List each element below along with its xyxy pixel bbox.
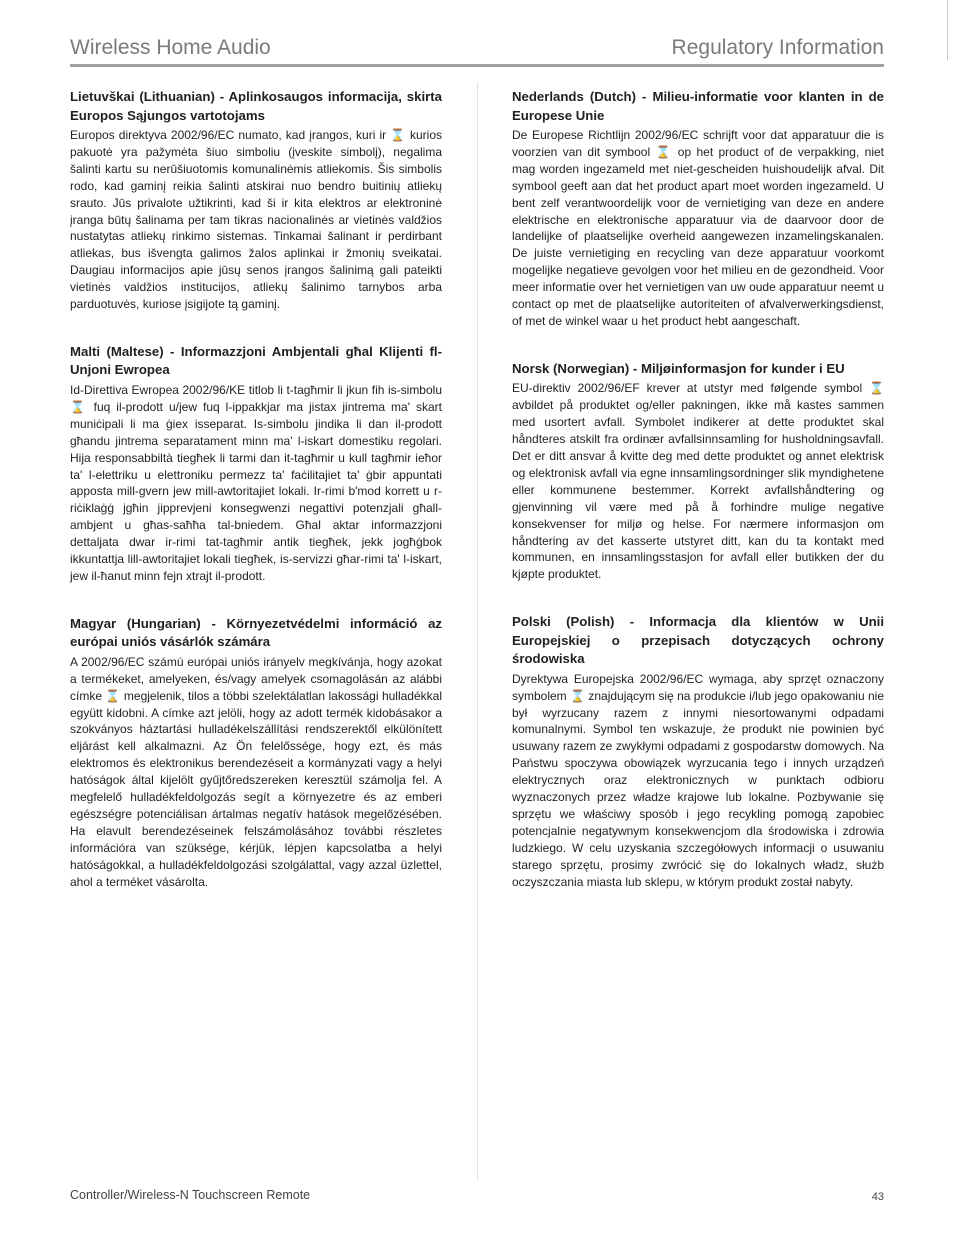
section-body: EU-direktiv 2002/96/EF krever at utstyr med følgende symbol ⌛ avbildet på produktet og/eller pakningen, ikke må kastes sammen med usortert avfall. Symbolet indikerer at dette produktet skal håndteres atskilt fra ordinær avfallsinnsamling for husholdningsavfall. Det er ditt ansvar å kvitte deg med dette produktet og annet elektrisk og elektronisk avfall via egne innsamlingsordninger slik myndighetene eller kommunene bestemmer. Korrekt avfallshåndtering og gjenvinning vil være med på å forhindre mulige negative konsekvenser for miljø og helse. For nærmere informasjon om håndtering av det kasserte utstyret ditt, kan du ta kontakt med kommunen, en innsamlingsstasjon for avfall eller butikken der du kjøpte produktet. <box>512 381 884 582</box>
right-column <box>512 88 884 921</box>
section-lithuanian <box>70 88 442 313</box>
section-title: Magyar (Hungarian) - Környezetvédelmi információ az európai uniós vásárlók számára <box>70 615 442 650</box>
header-section-title: Regulatory Information <box>671 36 884 59</box>
section-body: De Europese Richtlijn 2002/96/EC schrijft voor dat apparatuur die is voorzien van dit symbool ⌛ op het product of de verpakking, niet mag worden ingezameld met niet-gescheiden huishoudelijk afval. Dit symbool geeft aan dat het product apart moet worden ingezameld. U bent zelf verantwoordelijk voor de vernietiging van deze en andere elektrische en elektronische apparatuur via de daarvoor door de landelijke of plaatselijke overheid aangewezen inzamelingskanalen. De juiste vernietiging en recycling van deze apparatuur voorkomt mogelijke negatieve gevolgen voor het milieu en de gezondheid. Voor meer informatie over het vernietigen van uw oude apparatuur neemt u contact op met de plaatselijke autoriteiten of afvalverwerkingsdienst, of met de winkel waar u het product hebt aangeschaft. <box>512 128 884 328</box>
section-maltese <box>70 343 442 585</box>
column-divider <box>477 82 478 1180</box>
section-title: Malti (Maltese) - Informazzjoni Ambjentali għal Klijenti fl-Unjoni Ewropea <box>70 343 442 378</box>
footer-product-name: Controller/Wireless-N Touchscreen Remote <box>70 1188 311 1202</box>
header-product-title: Wireless Home Audio <box>70 36 271 59</box>
page-edge-mark <box>947 0 954 60</box>
page-number: 43 <box>871 1191 884 1203</box>
section-title: Nederlands (Dutch) - Milieu-informatie voor klanten in de Europese Unie <box>512 89 884 123</box>
section-dutch <box>512 88 884 330</box>
header-rule <box>70 64 884 67</box>
section-polish <box>512 613 884 890</box>
left-column <box>70 88 442 921</box>
section-norwegian <box>512 360 884 583</box>
section-body: Dyrektywa Europejska 2002/96/EC wymaga, aby sprzęt oznaczony symbolem ⌛ znajdującym się na produkcie i/lub jego opakowaniu nie był wyrzucany razem z innymi niesortowanymi odpadami komunalnymi. Symbol ten wskazuje, że produkt nie powinien być usuwany razem ze zwykłymi odpadami z gospodarstw domowych. Na Państwu spoczywa obowiązek wyrzucania tego i innych urządzeń elektrycznych oraz elektronicznych w punktach odbioru wyznaczonych przez władze krajowe lub lokalne. Pozbywanie się sprzętu we właściwy sposób i jego recykling pomogą zapobiec potencjalnie negatywnym konsekwencjom dla środowiska i zdrowia ludzkiego. W celu uzyskania szczegółowych informacji o usuwaniu starego sprzętu, prosimy zwrócić się do lokalnych władz, służb oczyszczania miasta lub sklepu, w którym produkt został nabyty. <box>512 671 884 889</box>
section-hungarian <box>70 615 442 891</box>
section-body: Id-Direttiva Ewropea 2002/96/KE titlob li t-tagħmir li jkun fih is-simbolu ⌛ fuq il-prodott u/jew fuq l-ippakkjar ma jistax jintrema ma' skart muniċipali li ma ġiex isseparat. Is-simbolu jindika li dan il-prodott għandu jintrema separatament minn ma' l-iskart domestiku regolari. Hija responsabbiltà tiegħek li tarmi dan it-tagħmir u kull tagħmir ieħor ta' l-elettriku u elettroniku permezz ta' faċilitajiet ta' ġbir appuntati apposta mill-gvern jew mill-awtoritajiet lokali. Ir-rimi b'mod korrett u r-riċiklaġġ jgħin jipprevjeni konsegwenzi negattivi potenzjali għall-ambjent u għas-saħħa tal-bniedem. Għal aktar informazzjoni dettaljata dwar ir-rimi tat-tagħmir antik tiegħek, jekk jogħġbok ikkuntattja lill-awtoritajiet lokali tiegħek, is-servizzi għar-rimi ta' l-iskart, jew il-ħanut minn fejn xtrajt il-prodott. <box>70 382 442 583</box>
section-body: Europos direktyva 2002/96/EC numato, kad įrangos, kuri ir ⌛ kurios pakuotė yra pažymėta šiuo simboliu (įveskite simbolį), negalima šalinti kartu su nerūšiuotomis komunalinėmis atliekomis. Šis simbolis rodo, kad gaminį reikia šalinti atskirai nuo bendro buitinių atliekų srauto. Jūs privalote užtikrinti, kad ši ir kita elektros ar elektroninė įranga būtų šalinama per tam tikras nacionalinės ar vietinės valdžios nustatytas atliekų rinkimo sistemas. Tinkamai šalinant ir perdirbant atliekas, bus išvengta galimos žalos aplinkai ir žmonių sveikatai. Daugiau informacijos apie jūsų senos įrangos šalinimą gali pateikti vietinės valdžios institucijos, atliekų šalinimo tarnybos arba parduotuvės, kuriose įsigijote tą gaminį. <box>70 128 442 312</box>
page-header <box>70 34 884 66</box>
section-body: A 2002/96/EC számú európai uniós irányelv megkívánja, hogy azokat a termékeket, amelyeken, és/vagy amelyek csomagolásán az alábbi címke ⌛ megjelenik, tilos a többi szelektálatlan lakossági hulladékkal együtt kidobni. A címke azt jelöli, hogy az adott termék kidobásakor a szokványos háztartási hulladékelszállítási rendszerektől elkülönített eljárást kell alkalmazni. Az Ön felelőssége, hogy ezt, és más elektromos és elektronikus berendezéseit a kormányzati vagy a helyi hatóságok által kijelölt gyűjtőredszereken keresztül számolja fel. A megfelelő hulladékfeldolgozás segít a környezetre és az emberi egészségre potenciálisan ártalmas negatív hatások megelőzésében. Ha elavult berendezéseinek felszámolásához további részletes információra van szüksége, kérjük, lépjen kapcsolatba a helyi hatóságokkal, a hulladékfeldolgozási szolgálattal, vagy azzal üzlettel, ahol a terméket vásárolta. <box>70 654 442 889</box>
section-title: Norsk (Norwegian) - Miljøinformasjon for kunder i EU <box>512 360 845 376</box>
section-title: Polski (Polish) - Informacja dla klientów w Unii Europejskiej o przepisach dotyczących ochrony środowiska <box>512 614 884 667</box>
section-title: Lietuvškai (Lithuanian) - Aplinkosaugos informacija, skirta Europos Sąjungos vartotojams <box>70 89 442 123</box>
